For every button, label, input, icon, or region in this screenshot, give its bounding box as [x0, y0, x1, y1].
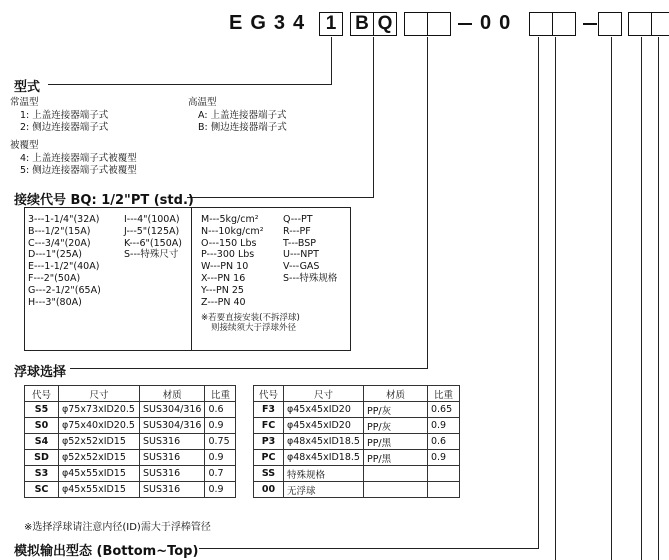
table-cell: 0.6 [205, 402, 236, 418]
covered-item-2: 5: 侧边连接器端子式被覆型 [20, 165, 137, 176]
leader-conn-v [373, 37, 374, 198]
table-cell: S4 [25, 434, 59, 450]
table-header: 材质 [363, 386, 427, 402]
table-cell: 0.75 [205, 434, 236, 450]
table-cell: φ45x55xID15 [59, 466, 140, 482]
codes-col-size-small [28, 214, 101, 308]
table-cell: SUS316 [140, 482, 205, 498]
table-row [25, 418, 236, 434]
code-item: S---特殊尺寸 [124, 249, 179, 261]
connection-codes-box [24, 207, 351, 351]
code-box-opt-2 [628, 12, 652, 36]
table-cell: 0.9 [205, 482, 236, 498]
table-cell: φ48x45xID18.5 [284, 434, 364, 450]
table-header: 代号 [254, 386, 284, 402]
code-item: W---PN 10 [201, 261, 249, 273]
code-item: T---BSP [283, 237, 316, 249]
code-item: O---150 Lbs [201, 237, 257, 249]
code-box-float-2 [427, 12, 451, 36]
leader-type-v [331, 37, 332, 85]
code-item: D---1"(25A) [28, 249, 83, 261]
float-table-left [24, 385, 236, 498]
table-header-row [254, 386, 460, 402]
code-item: K---6"(150A) [124, 237, 182, 249]
table-cell: 0.9 [205, 450, 236, 466]
table-cell: φ45x45xID20 [284, 402, 364, 418]
code-item: H---3"(80A) [28, 296, 82, 308]
table-row [25, 482, 236, 498]
code-item: F---2"(50A) [28, 272, 81, 284]
table-cell: φ75x40xID20.5 [59, 418, 140, 434]
table-cell: φ48x45xID18.5 [284, 450, 364, 466]
leader-opt3-v [658, 37, 659, 560]
code-box-output-1 [529, 12, 553, 36]
code-box-opt-3 [651, 12, 669, 36]
table-cell: PP/灰 [363, 418, 427, 434]
output-title: 模拟输出型态 (Bottom~Top) [14, 544, 199, 559]
table-cell: 无浮球 [284, 482, 364, 498]
table-cell: P3 [254, 434, 284, 450]
code-item: G---2-1/2"(65A) [28, 284, 101, 296]
code-item: X---PN 16 [201, 272, 246, 284]
table-cell [363, 482, 427, 498]
table-header: 材质 [140, 386, 205, 402]
table-cell: φ52x52xID15 [59, 450, 140, 466]
table-row [254, 418, 460, 434]
table-cell: SUS304/316 [140, 402, 205, 418]
code-item: M---5kg/cm² [201, 214, 259, 225]
table-cell: φ75x73xID20.5 [59, 402, 140, 418]
table-cell: SD [25, 450, 59, 466]
code-item: J---5"(125A) [124, 225, 180, 237]
table-cell: 0.65 [427, 402, 459, 418]
codes-col-size-large [124, 214, 182, 261]
code-item: R---PF [283, 225, 311, 237]
table-row [254, 482, 460, 498]
connection-note-1: ※若要直接安装(不拆浮球) [201, 313, 300, 324]
leader-output2-v [555, 37, 556, 560]
table-cell: 00 [254, 482, 284, 498]
code-item: U---NPT [283, 249, 319, 261]
leader-output-v [538, 37, 539, 549]
table-cell: SUS316 [140, 466, 205, 482]
table-row [25, 466, 236, 482]
table-cell: S5 [25, 402, 59, 418]
table-cell [427, 482, 459, 498]
leader-conn-h [187, 197, 374, 198]
table-row [25, 450, 236, 466]
high-item-2: B: 侧边连接器端子式 [198, 122, 287, 133]
code-item: N---10kg/cm² [201, 225, 264, 237]
code-box-float-1 [404, 12, 428, 36]
model-middle: 00 [480, 12, 519, 34]
table-header: 比重 [205, 386, 236, 402]
leader-float-h [70, 368, 428, 369]
table-row [25, 434, 236, 450]
codes-divider [191, 208, 192, 350]
table-cell: 0.7 [205, 466, 236, 482]
table-row [254, 450, 460, 466]
code-dash-1 [458, 23, 472, 25]
table-cell: 0.9 [427, 418, 459, 434]
code-item: B---1/2"(15A) [28, 225, 91, 237]
leader-output-h [199, 548, 539, 549]
table-row [25, 402, 236, 418]
high-item-1: A: 上盖连接器端子式 [198, 110, 287, 121]
code-box-type: 1 [319, 12, 343, 36]
code-box-conn-2: Q [373, 12, 397, 36]
normal-item-1: 1: 上盖连接器端子式 [20, 110, 109, 121]
connection-note-2: 则接续须大于浮球外径 [211, 323, 297, 334]
code-item: Y---PN 25 [201, 284, 244, 296]
connection-title: 接续代号 BQ: 1/2"PT (std.) [14, 193, 194, 208]
table-cell: φ52x52xID15 [59, 434, 140, 450]
table-header-row [25, 386, 236, 402]
code-item: E---1-1/2"(40A) [28, 261, 100, 273]
table-cell: S3 [25, 466, 59, 482]
code-box-output-2 [552, 12, 576, 36]
table-header: 尺寸 [59, 386, 140, 402]
code-item: I---4"(100A) [124, 214, 180, 225]
high-temp-label: 高温型 [188, 97, 217, 108]
table-cell: SC [25, 482, 59, 498]
table-cell [427, 466, 459, 482]
table-cell: 0.9 [427, 450, 459, 466]
table-header: 比重 [427, 386, 459, 402]
table-header: 尺寸 [284, 386, 364, 402]
table-cell: 特殊规格 [284, 466, 364, 482]
normal-item-2: 2: 侧边连接器端子式 [20, 122, 109, 133]
table-cell: SUS316 [140, 434, 205, 450]
covered-label: 被覆型 [10, 140, 39, 151]
table-cell: φ45x55xID15 [59, 482, 140, 498]
float-table-right [253, 385, 460, 498]
float-note: ※选择浮球请注意内径(ID)需大于浮棒管径 [24, 522, 211, 533]
code-item: S---特殊规格 [283, 272, 338, 284]
table-cell: SUS316 [140, 450, 205, 466]
table-cell: PP/黑 [363, 434, 427, 450]
codes-col-thread [283, 214, 337, 285]
table-cell: 0.9 [205, 418, 236, 434]
code-item: P---300 Lbs [201, 249, 255, 261]
code-box-conn-1: B [350, 12, 374, 36]
table-cell: PC [254, 450, 284, 466]
leader-opt2-v [641, 37, 642, 560]
code-dash-2 [583, 23, 597, 25]
table-cell: 0.6 [427, 434, 459, 450]
table-row [254, 402, 460, 418]
table-header: 代号 [25, 386, 59, 402]
model-prefix: EG34 [229, 12, 313, 34]
normal-temp-label: 常温型 [10, 97, 39, 108]
table-cell: F3 [254, 402, 284, 418]
leader-float-v [427, 37, 428, 369]
code-item: V---GAS [283, 261, 320, 273]
table-cell: SS [254, 466, 284, 482]
code-item: Z---PN 40 [201, 296, 246, 308]
table-cell: SUS304/316 [140, 418, 205, 434]
code-item: Q---PT [283, 214, 313, 225]
covered-item-1: 4: 上盖连接器端子式被覆型 [20, 153, 137, 164]
code-box-opt-1 [598, 12, 622, 36]
table-row [254, 434, 460, 450]
table-cell: PP/灰 [363, 402, 427, 418]
code-item: 3---1-1/4"(32A) [28, 214, 100, 225]
table-cell: PP/黑 [363, 450, 427, 466]
table-cell: S0 [25, 418, 59, 434]
float-title: 浮球选择 [14, 365, 67, 380]
leader-type-h [48, 84, 332, 85]
table-row [254, 466, 460, 482]
type-title: 型式 [14, 80, 41, 95]
leader-opt1-v [611, 37, 612, 560]
code-item: C---3/4"(20A) [28, 237, 91, 249]
table-cell: FC [254, 418, 284, 434]
table-cell: φ45x45xID20 [284, 418, 364, 434]
table-cell [363, 466, 427, 482]
